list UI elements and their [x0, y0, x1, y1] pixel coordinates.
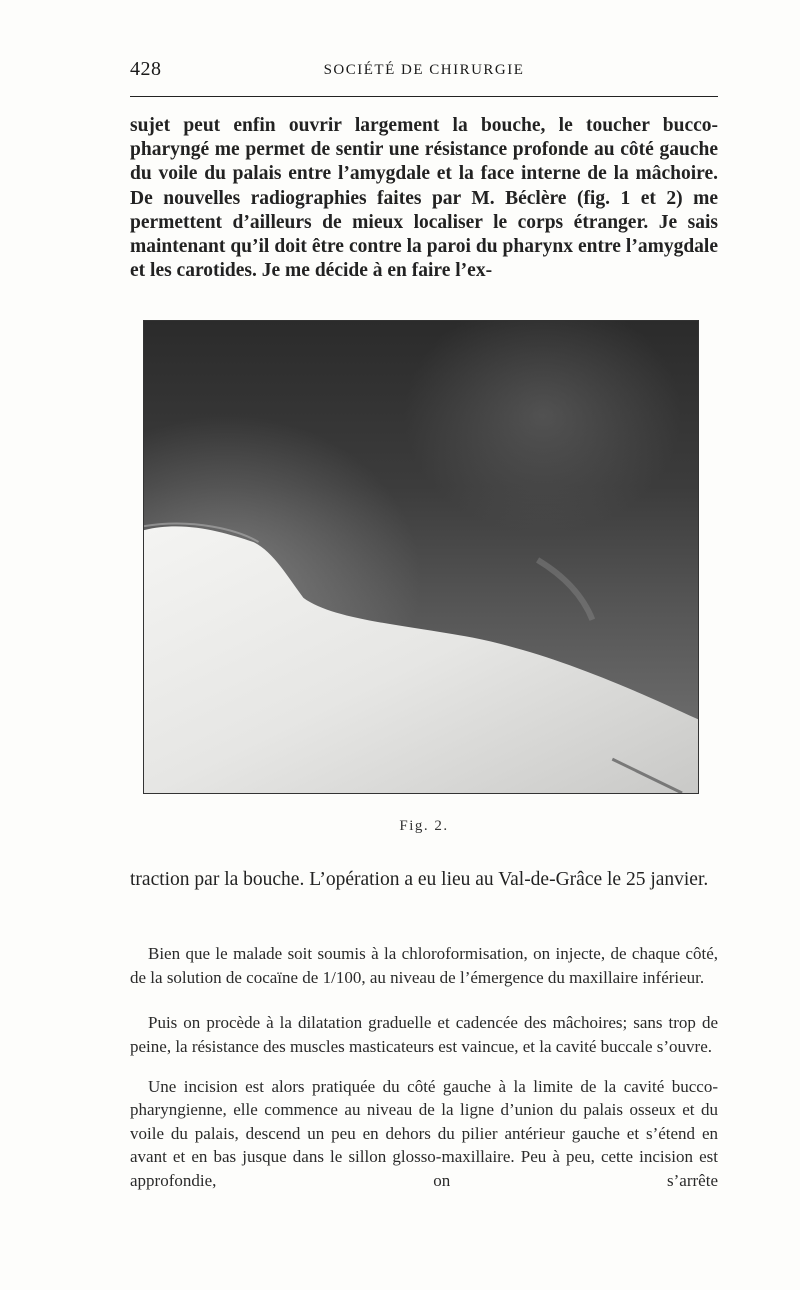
paragraph-2: traction par la bouche. L’opération a eu lieu au Val-de-Grâce le 25 janvier. — [130, 869, 709, 890]
header-rule — [130, 96, 718, 97]
page-number: 428 — [130, 58, 162, 80]
figure-radiograph — [143, 320, 699, 794]
radiograph-image — [144, 321, 698, 793]
page-header — [130, 58, 718, 88]
paragraph-4: Puis on procède à la dilatation graduelle et cadencée des mâchoires; sans trop de peine, la résistance des muscles masticateurs est vaincue, et la cavité buccale s’ouvre. — [130, 1013, 718, 1056]
paragraph-1: sujet peut enfin ouvrir largement la bouche, le toucher bucco-pharyngé me permet de sentir une résistance profonde au côté gauche du voile du palais entre l’amygdale et la face interne de la mâchoire. De nouvelles radiographies faites par M. Béclère (fig. 1 et 2) me permettent d’ailleurs de mieux localiser le corps étranger. Je sais maintenant qu’il doit être contre la paroi du pharynx entre l’amygdale et les carotides. Je me décide à en faire l’ex- — [130, 115, 718, 282]
paragraph-5: Une incision est alors pratiquée du côté gauche à la limite de la cavité bucco-pharyngienne, elle commence au niveau de la ligne d’union du palais osseux et du voile du palais, descend un peu en dehors du pilier antérieur gauche et s’étend en avant et en bas jusque dans le sillon glosso-maxillaire. Peu à peu, cette incision est approfondie, on s’arrête — [130, 1077, 718, 1190]
paragraph-3: Bien que le malade soit soumis à la chloroformisation, on injecte, de chaque côté, de la solution de cocaïne de 1/100, au niveau de l’émergence du maxillaire inférieur. — [130, 944, 718, 987]
figure-caption: Fig. 2. — [399, 818, 449, 834]
running-head: SOCIÉTÉ DE CHIRURGIE — [323, 62, 525, 78]
